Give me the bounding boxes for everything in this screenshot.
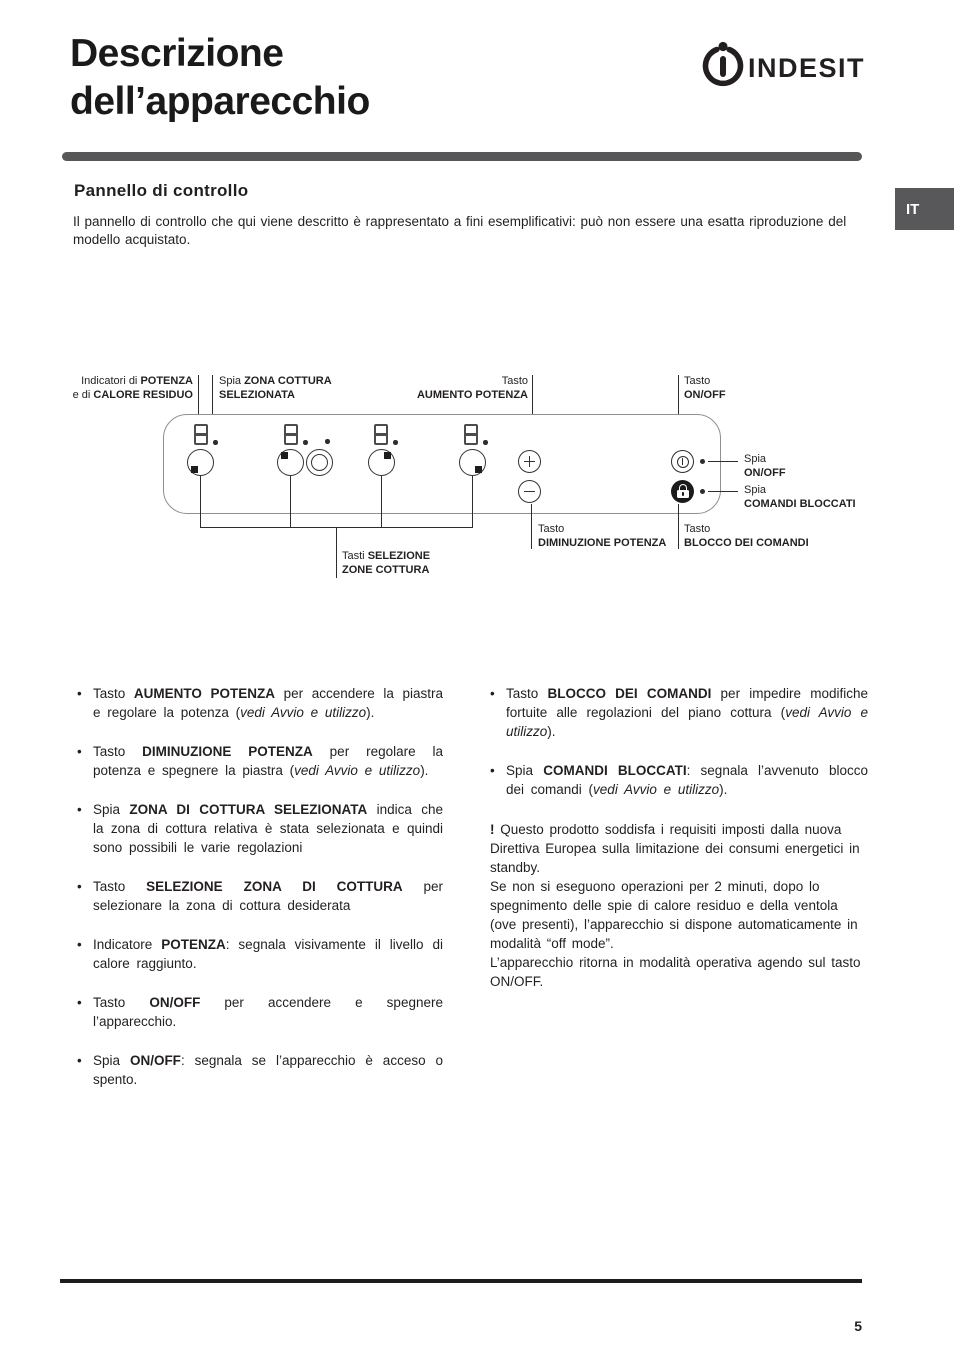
bullet-item: • Tasto DIMINUZIONE POTENZA per regolare la potenza e spegnere la piastra (vedi Avvio e utilizzo). — [74, 742, 443, 780]
leader-line — [531, 504, 532, 549]
control-panel — [163, 414, 721, 514]
language-tab — [895, 188, 954, 230]
selected-zone-led-icon — [303, 440, 308, 445]
onoff-led-icon — [700, 459, 705, 464]
zone-position-marker-icon — [281, 452, 288, 459]
label-decrease-power: Tasto DIMINUZIONE POTENZA — [538, 523, 667, 549]
page-title — [70, 30, 370, 126]
leader-line — [381, 476, 382, 528]
bullet-item: • Spia COMANDI BLOCCATI: segnala l’avvenuto blocco dei comandi (vedi Avvio e utilizzo). — [487, 761, 868, 799]
note-paragraph: L’apparecchio ritorna in modalità operativa agendo sul tasto ON/OFF. — [490, 955, 861, 989]
bullet-item: • Indicatore POTENZA: segnala visivamente il livello di calore raggiunto. — [74, 935, 443, 973]
page-title-line1: Descrizione — [70, 32, 284, 75]
title-divider — [62, 152, 862, 161]
power-display-zone2 — [284, 424, 298, 445]
logo-i-dot-icon — [718, 42, 727, 51]
leader-line — [678, 504, 679, 549]
label-onoff-led: Spia ON/OFF — [744, 453, 786, 479]
logo-i-stem-icon — [720, 56, 726, 77]
zone-select-button-2 — [277, 449, 304, 476]
bullet-item: • Tasto AUMENTO POTENZA per accendere la piastra e regolare la potenza (vedi Avvio e utilizzo). — [74, 684, 443, 722]
indesit-logo — [686, 40, 876, 92]
lock-button-icon — [671, 480, 694, 503]
label-onoff-button: Tasto ON/OFF — [684, 375, 726, 401]
bullet-item: • Spia ON/OFF: segnala se l’apparecchio è acceso o spento. — [74, 1051, 443, 1089]
bullet-list-right — [487, 684, 868, 819]
label-locked-led: Spia COMANDI BLOCCATI — [744, 484, 856, 510]
zone-position-marker-icon — [191, 466, 198, 473]
leader-line — [290, 476, 291, 528]
standby-note — [490, 820, 861, 991]
zone-select-button-4 — [459, 449, 486, 476]
language-tab-label: IT — [906, 200, 920, 218]
leader-line — [708, 461, 738, 462]
selected-zone-led-icon — [213, 440, 218, 445]
zone-position-marker-icon — [384, 452, 391, 459]
dual-ring-button-icon — [306, 449, 333, 476]
zone-select-button-1 — [187, 449, 214, 476]
note-paragraph: ! Questo prodotto soddisfa i requisiti imposti dalla nuova Direttiva Europea sulla limitazione dei consumi energetici in standby. — [490, 822, 860, 875]
plus-button-icon — [518, 450, 541, 473]
note-paragraph: Se non si eseguono operazioni per 2 minuti, dopo lo spegnimento delle spie di calore residuo e della ventola (ove presenti), l’apparecchio si dispone automaticamente in modalità “off mode”. — [490, 879, 858, 951]
label-zone-select: Tasti SELEZIONE ZONE COTTURA — [342, 550, 431, 576]
intro-text: Il pannello di controllo che qui viene descritto è rappresentato a fini esemplificativi: può non essere una esatta riproduzione del modello acquistato. — [73, 214, 847, 247]
minus-button-icon — [518, 480, 541, 503]
power-display-zone3 — [374, 424, 388, 445]
zone-select-button-3 — [368, 449, 395, 476]
bullet-item: • Tasto ON/OFF per accendere e spegnere l’apparecchio. — [74, 993, 443, 1031]
bullet-item: • Spia ZONA DI COTTURA SELEZIONATA indica che la zona di cottura relativa è stata selezionata e quindi sono possibili le varie regolazioni — [74, 800, 443, 857]
power-display-zone4 — [464, 424, 478, 445]
zone-position-marker-icon — [475, 466, 482, 473]
label-lock-button: Tasto BLOCCO DEI COMANDI — [684, 523, 809, 549]
bullet-list-left — [74, 684, 443, 1109]
power-button-icon — [671, 450, 694, 473]
dual-ring-led-icon — [325, 439, 330, 444]
label-increase-power: Tasto AUMENTO POTENZA — [416, 375, 528, 401]
leader-line — [708, 491, 738, 492]
power-display-zone1 — [194, 424, 208, 445]
leader-line — [472, 476, 473, 528]
bullet-item: • Tasto SELEZIONE ZONA DI COTTURA per selezionare la zona di cottura desiderata — [74, 877, 443, 915]
selected-zone-led-icon — [393, 440, 398, 445]
locked-led-icon — [700, 489, 705, 494]
leader-line — [336, 527, 337, 578]
bullet-item: • Tasto BLOCCO DEI COMANDI per impedire modifiche fortuite alle regolazioni del piano cottura (vedi Avvio e utilizzo). — [487, 684, 868, 741]
leader-line — [200, 476, 201, 528]
selected-zone-led-icon — [483, 440, 488, 445]
label-power-indicators: Indicatori di POTENZA e di CALORE RESIDUO — [72, 375, 193, 401]
logo-wordmark: INDESIT — [748, 53, 866, 83]
page-number: 5 — [854, 1318, 862, 1334]
label-selected-zone-led: Spia ZONA COTTURA SELEZIONATA — [219, 375, 332, 401]
footer-divider — [60, 1279, 862, 1283]
section-heading: Pannello di controllo — [74, 181, 249, 200]
page-title-line2: dell’apparecchio — [70, 80, 370, 123]
